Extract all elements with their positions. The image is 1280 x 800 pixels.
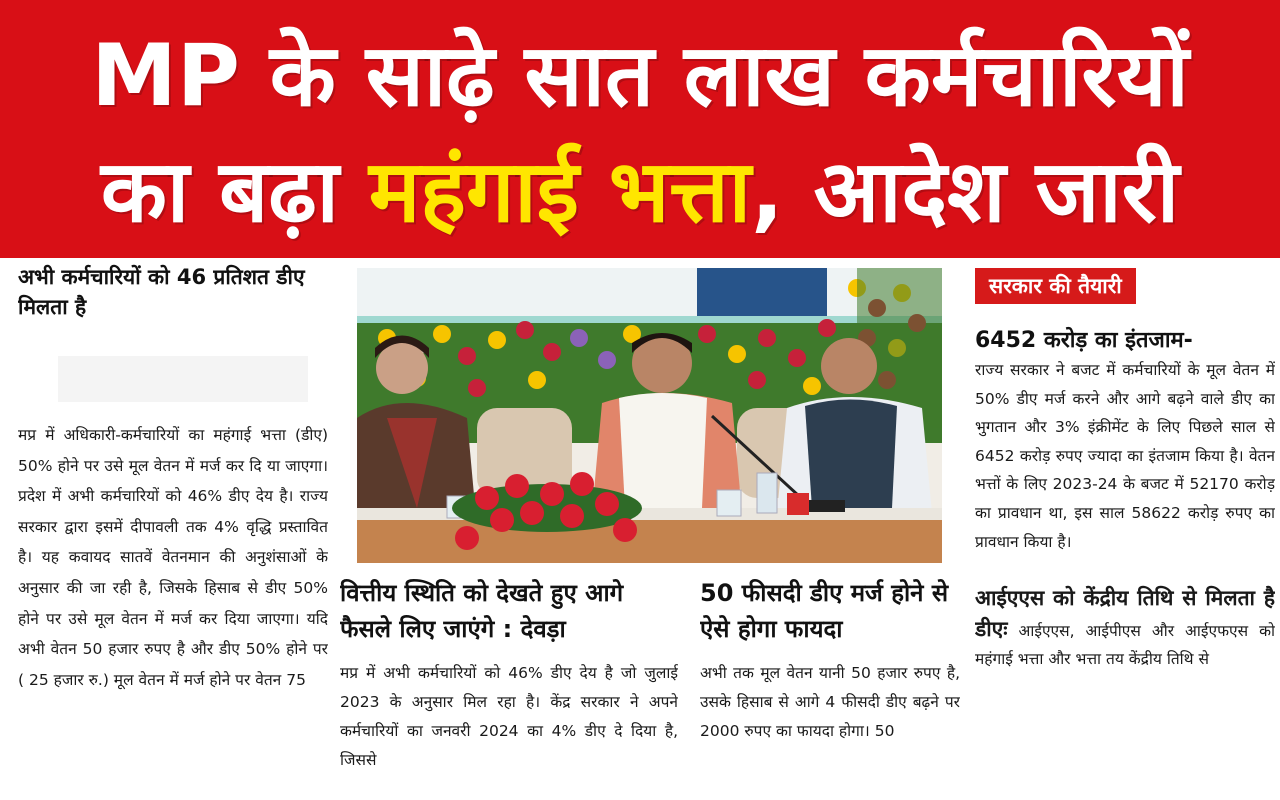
press-conference-photo bbox=[357, 268, 942, 563]
photo-illustration bbox=[357, 268, 942, 563]
right-subhead-2: आईएएस को केंद्रीय तिथि से मिलता है डीएः bbox=[975, 586, 1275, 641]
left-body: मप्र में अधिकारी-कर्मचारियों का महंगाई भत्ता (डीए) 50% होने पर उसे मूल वेतन में मर्ज कर दि या जाएगा। प्रदेश में अभी कर्मचारियों को 46% डीए देय है। राज्य सरकार द्वारा इसमें दीपावली तक 4% वृद्धि प्रस्तावित है। यह कवायद सातवें वेतनमान की अनुशंसाओं के अनुसार की जा रही है, जिसके हिसाब से डीए 50% होने पर उसे मूल वेतन में मर्ज कर दिया जाएगा। यदि अभी वेतन 50 हजार रुपए है और डीए 50% होने पर ( 25 हजार रु.) मूल वेतन में मर्ज होने पर वेतन 75 bbox=[18, 426, 328, 689]
headline-line-2-post: , आदेश जारी bbox=[751, 142, 1180, 242]
headline-highlight: महंगाई भत्ता bbox=[368, 142, 751, 242]
headline-line-1: MP के साढ़े सात लाख कर्मचारियों bbox=[91, 26, 1189, 126]
right-body-2: आईएएस, आईपीएस और आईएफएस को महंगाई भत्ता और भत्ता तय केंद्रीय तिथि से bbox=[975, 621, 1275, 669]
right-middle-column bbox=[700, 575, 960, 800]
right-column bbox=[975, 262, 1275, 800]
middle-body: मप्र में अभी कर्मचारियों को 46% डीए देय है जो जुलाई 2023 के अनुसार मिल रहा है। केंद्र सरकार ने अपने कर्मचारियों का जनवरी 2024 का 4% डीए दे दिया है, जिससे bbox=[340, 664, 678, 769]
right-body: राज्य सरकार ने बजट में कर्मचारियों के मूल वेतन में 50% डीए मर्ज करने और आगे बढ़ने वाले डीए का भुगतान और 3% इंक्रीमेंट के लिए पिछले साल से 6452 करोड़ रुपए ज्यादा का इंतजाम किया है। वेतन भत्तों के लिए 2023-24 के बजट में 52170 करोड़ का प्रावधान था, इस साल 58622 करोड़ रुपए का प्रावधान किया है। bbox=[975, 361, 1275, 551]
left-column bbox=[18, 262, 328, 800]
right-middle-heading: 50 फीसदी डीए मर्ज होने से ऐसे होगा फायदा bbox=[700, 579, 949, 643]
headline-line-2-pre: का बढ़ा bbox=[100, 142, 369, 242]
right-middle-body: अभी तक मूल वेतन यानी 50 हजार रुपए है, उसके हिसाब से आगे 4 फीसदी डीए बढ़ने पर 2000 रुपए का फायदा होगा। 50 bbox=[700, 664, 960, 740]
right-subhead: 6452 करोड़ का इंतजाम- bbox=[975, 328, 1193, 353]
left-subhead: अभी कर्मचारियों को 46 प्रतिशत डीए मिलता है bbox=[18, 265, 305, 319]
section-tag: सरकार की तैयारी bbox=[975, 268, 1136, 304]
blank-space bbox=[18, 336, 328, 416]
right-section-2 bbox=[975, 584, 1275, 674]
middle-column bbox=[340, 575, 678, 800]
headline-banner bbox=[0, 0, 1280, 258]
headline-line-2 bbox=[0, 136, 1280, 248]
right-body-2-wrap bbox=[975, 584, 1275, 674]
middle-heading: वित्तीय स्थिति को देखते हुए आगे फैसले लिए जाएंगे : देवड़ा bbox=[340, 579, 624, 643]
